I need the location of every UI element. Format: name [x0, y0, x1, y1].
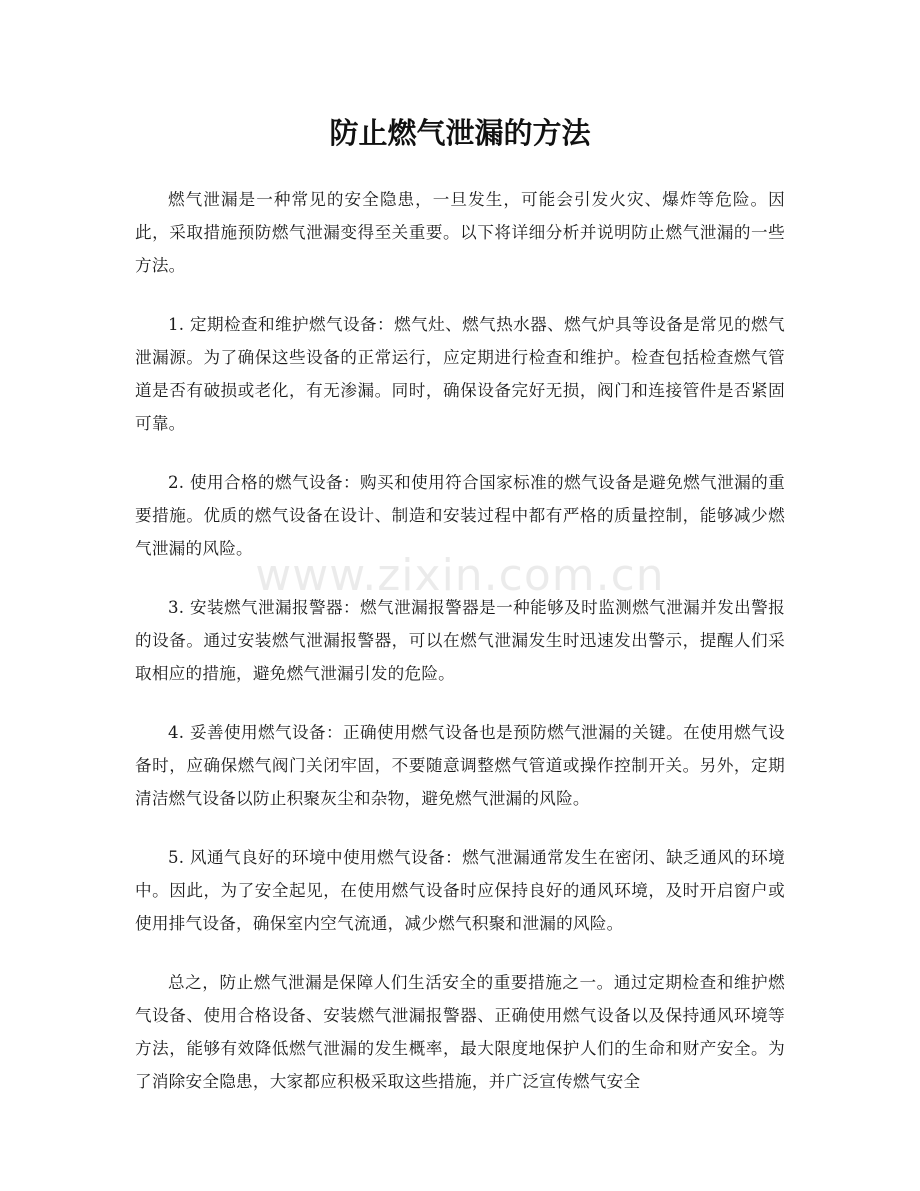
method-2-paragraph: 2. 使用合格的燃气设备：购买和使用符合国家标准的燃气设备是避免燃气泄漏的重要措施。优质的燃气设备在设计、制造和安装过程中都有严格的质量控制，能够减少燃气泄漏的风险。 [135, 473, 785, 558]
method-3-paragraph: 3. 安装燃气泄漏报警器：燃气泄漏报警器是一种能够及时监测燃气泄漏并发出警报的设备。通过安装燃气泄漏报警器，可以在燃气泄漏发生时迅速发出警示，提醒人们采取相应的措施，避免燃气泄漏引发的危险。 [135, 598, 785, 683]
method-5-paragraph: 5. 风通气良好的环境中使用燃气设备：燃气泄漏通常发生在密闭、缺乏通风的环境中。因此，为了安全起见，在使用燃气设备时应保持良好的通风环境，及时开启窗户或使用排气设备，确保室内空气流通，减少燃气积聚和泄漏的风险。 [135, 848, 785, 933]
intro-paragraph: 燃气泄漏是一种常见的安全隐患，一旦发生，可能会引发火灾、爆炸等危险。因此，采取措施预防燃气泄漏变得至关重要。以下将详细分析并说明防止燃气泄漏的一些方法。 [135, 190, 785, 275]
conclusion-paragraph: 总之，防止燃气泄漏是保障人们生活安全的重要措施之一。通过定期检查和维护燃气设备、使用合格设备、安装燃气泄漏报警器、正确使用燃气设备以及保持通风环境等方法，能够有效降低燃气泄漏的发生概率，最大限度地保护人们的生命和财产安全。为了消除安全隐患，大家都应积极采取这些措施，并广泛宣传燃气安全 [135, 973, 785, 1091]
method-4-paragraph: 4. 妥善使用燃气设备：正确使用燃气设备也是预防燃气泄漏的关键。在使用燃气设备时，应确保燃气阀门关闭牢固，不要随意调整燃气管道或操作控制开关。另外，定期清洁燃气设备以防止积聚灰尘和杂物，避免燃气泄漏的风险。 [135, 723, 785, 808]
method-1-paragraph: 1. 定期检查和维护燃气设备：燃气灶、燃气热水器、燃气炉具等设备是常见的燃气泄漏源。为了确保这些设备的正常运行，应定期进行检查和维护。检查包括检查燃气管道是否有破损或老化，有无渗漏。同时，确保设备完好无损，阀门和连接管件是否紧固可靠。 [135, 315, 785, 433]
document-title: 防止燃气泄漏的方法 [329, 116, 591, 150]
watermark: www.zixin.com.cn [255, 550, 665, 601]
document-body [135, 183, 785, 1124]
